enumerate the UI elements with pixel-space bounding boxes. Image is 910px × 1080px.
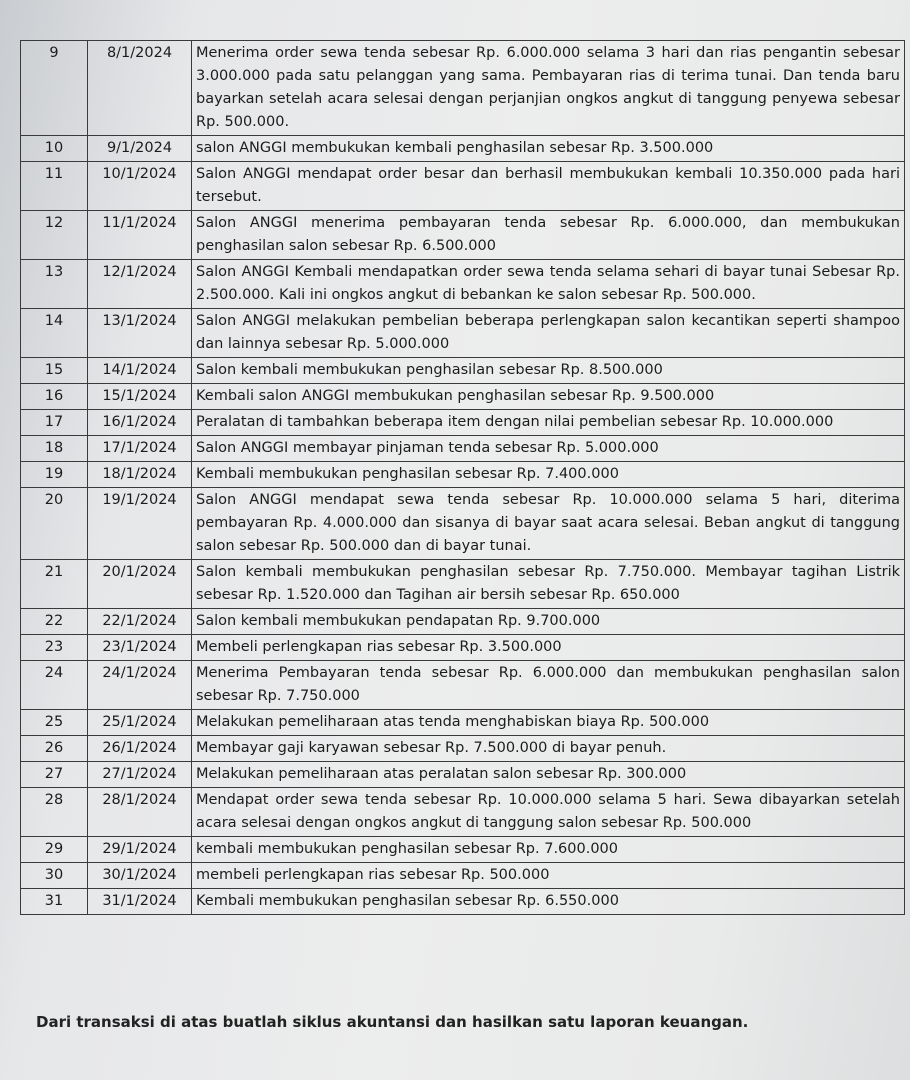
transaction-date: 26/1/2024 — [88, 736, 192, 762]
transaction-description: Salon ANGGI Kembali mendapatkan order sewa tenda selama sehari di bayar tunai Sebesar Rp. 2.500.000. Kali ini ongkos angkut di bebankan ke salon sebesar Rp. 500.000. — [192, 260, 905, 309]
table-row — [21, 309, 905, 358]
transaction-date: 13/1/2024 — [88, 309, 192, 358]
transaction-table-body — [21, 41, 905, 915]
table-row — [21, 410, 905, 436]
transaction-date: 11/1/2024 — [88, 211, 192, 260]
transaction-number: 18 — [21, 436, 88, 462]
transaction-description: Salon ANGGI mendapat order besar dan berhasil membukukan kembali 10.350.000 pada hari tersebut. — [192, 162, 905, 211]
transaction-description: Peralatan di tambahkan beberapa item dengan nilai pembelian sebesar Rp. 10.000.000 — [192, 410, 905, 436]
transaction-number: 19 — [21, 462, 88, 488]
transaction-number: 16 — [21, 384, 88, 410]
table-row — [21, 837, 905, 863]
table-row — [21, 661, 905, 710]
transaction-number: 24 — [21, 661, 88, 710]
transaction-description: kembali membukukan penghasilan sebesar Rp. 7.600.000 — [192, 837, 905, 863]
transaction-date: 20/1/2024 — [88, 560, 192, 609]
transaction-number: 22 — [21, 609, 88, 635]
table-row — [21, 609, 905, 635]
transaction-number: 14 — [21, 309, 88, 358]
table-row — [21, 211, 905, 260]
instruction-text: Dari transaksi di atas buatlah siklus akuntansi dan hasilkan satu laporan keuangan. — [36, 1013, 749, 1031]
table-row — [21, 436, 905, 462]
transaction-description: Kembali membukukan penghasilan sebesar Rp. 6.550.000 — [192, 889, 905, 915]
transaction-description: Kembali salon ANGGI membukukan penghasilan sebesar Rp. 9.500.000 — [192, 384, 905, 410]
transaction-date: 17/1/2024 — [88, 436, 192, 462]
transaction-number: 10 — [21, 136, 88, 162]
transaction-table-container — [20, 40, 905, 915]
transaction-date: 22/1/2024 — [88, 609, 192, 635]
transaction-description: Salon ANGGI mendapat sewa tenda sebesar Rp. 10.000.000 selama 5 hari, diterima pembayaran Rp. 4.000.000 dan sisanya di bayar saat acara selesai. Beban angkut di tanggung salon sebesar Rp. 500.000 dan di bayar tunai. — [192, 488, 905, 560]
transaction-description: Salon kembali membukukan penghasilan sebesar Rp. 8.500.000 — [192, 358, 905, 384]
transaction-description: Menerima order sewa tenda sebesar Rp. 6.000.000 selama 3 hari dan rias pengantin sebesar 3.000.000 pada satu pelanggan yang sama. Pembayaran rias di terima tunai. Dan tenda baru bayarkan setelah acara selesai dengan perjanjian ongkos angkut di tanggung penyewa sebesar Rp. 500.000. — [192, 41, 905, 136]
transaction-description: Salon ANGGI melakukan pembelian beberapa perlengkapan salon kecantikan seperti shampoo dan lainnya sebesar Rp. 5.000.000 — [192, 309, 905, 358]
transaction-number: 31 — [21, 889, 88, 915]
transaction-number: 23 — [21, 635, 88, 661]
table-row — [21, 358, 905, 384]
transaction-date: 14/1/2024 — [88, 358, 192, 384]
transaction-number: 27 — [21, 762, 88, 788]
table-row — [21, 710, 905, 736]
transaction-description: Salon ANGGI menerima pembayaran tenda sebesar Rp. 6.000.000, dan membukukan penghasilan salon sebesar Rp. 6.500.000 — [192, 211, 905, 260]
transaction-description: Membayar gaji karyawan sebesar Rp. 7.500.000 di bayar penuh. — [192, 736, 905, 762]
transaction-description: Salon kembali membukukan penghasilan sebesar Rp. 7.750.000. Membayar tagihan Listrik sebesar Rp. 1.520.000 dan Tagihan air bersih sebesar Rp. 650.000 — [192, 560, 905, 609]
transaction-description: Salon kembali membukukan pendapatan Rp. 9.700.000 — [192, 609, 905, 635]
transaction-date: 23/1/2024 — [88, 635, 192, 661]
transaction-number: 9 — [21, 41, 88, 136]
transaction-date: 8/1/2024 — [88, 41, 192, 136]
transaction-number: 11 — [21, 162, 88, 211]
transaction-date: 28/1/2024 — [88, 788, 192, 837]
transaction-description: Kembali membukukan penghasilan sebesar Rp. 7.400.000 — [192, 462, 905, 488]
table-row — [21, 162, 905, 211]
transaction-number: 28 — [21, 788, 88, 837]
transaction-number: 17 — [21, 410, 88, 436]
table-row — [21, 788, 905, 837]
transaction-number: 13 — [21, 260, 88, 309]
table-row — [21, 384, 905, 410]
transaction-number: 21 — [21, 560, 88, 609]
table-row — [21, 863, 905, 889]
transaction-description: membeli perlengkapan rias sebesar Rp. 500.000 — [192, 863, 905, 889]
transaction-number: 15 — [21, 358, 88, 384]
table-row — [21, 260, 905, 309]
transaction-date: 15/1/2024 — [88, 384, 192, 410]
transaction-date: 27/1/2024 — [88, 762, 192, 788]
transaction-date: 19/1/2024 — [88, 488, 192, 560]
transaction-description: Melakukan pemeliharaan atas tenda menghabiskan biaya Rp. 500.000 — [192, 710, 905, 736]
transaction-description: Melakukan pemeliharaan atas peralatan salon sebesar Rp. 300.000 — [192, 762, 905, 788]
table-row — [21, 762, 905, 788]
table-row — [21, 41, 905, 136]
transaction-description: Membeli perlengkapan rias sebesar Rp. 3.500.000 — [192, 635, 905, 661]
transaction-number: 30 — [21, 863, 88, 889]
transaction-table — [20, 40, 905, 915]
transaction-date: 30/1/2024 — [88, 863, 192, 889]
transaction-date: 31/1/2024 — [88, 889, 192, 915]
transaction-description: Salon ANGGI membayar pinjaman tenda sebesar Rp. 5.000.000 — [192, 436, 905, 462]
transaction-number: 12 — [21, 211, 88, 260]
table-row — [21, 560, 905, 609]
table-row — [21, 635, 905, 661]
transaction-date: 10/1/2024 — [88, 162, 192, 211]
transaction-date: 25/1/2024 — [88, 710, 192, 736]
transaction-date: 24/1/2024 — [88, 661, 192, 710]
transaction-date: 9/1/2024 — [88, 136, 192, 162]
transaction-date: 18/1/2024 — [88, 462, 192, 488]
transaction-number: 26 — [21, 736, 88, 762]
table-row — [21, 889, 905, 915]
transaction-description: Menerima Pembayaran tenda sebesar Rp. 6.000.000 dan membukukan penghasilan salon sebesar Rp. 7.750.000 — [192, 661, 905, 710]
transaction-number: 29 — [21, 837, 88, 863]
table-row — [21, 736, 905, 762]
table-row — [21, 136, 905, 162]
transaction-description: Mendapat order sewa tenda sebesar Rp. 10.000.000 selama 5 hari. Sewa dibayarkan setelah acara selesai dengan ongkos angkut di tanggung salon sebesar Rp. 500.000 — [192, 788, 905, 837]
table-row — [21, 462, 905, 488]
transaction-date: 12/1/2024 — [88, 260, 192, 309]
transaction-number: 25 — [21, 710, 88, 736]
transaction-date: 16/1/2024 — [88, 410, 192, 436]
transaction-date: 29/1/2024 — [88, 837, 192, 863]
table-row — [21, 488, 905, 560]
transaction-description: salon ANGGI membukukan kembali penghasilan sebesar Rp. 3.500.000 — [192, 136, 905, 162]
transaction-number: 20 — [21, 488, 88, 560]
